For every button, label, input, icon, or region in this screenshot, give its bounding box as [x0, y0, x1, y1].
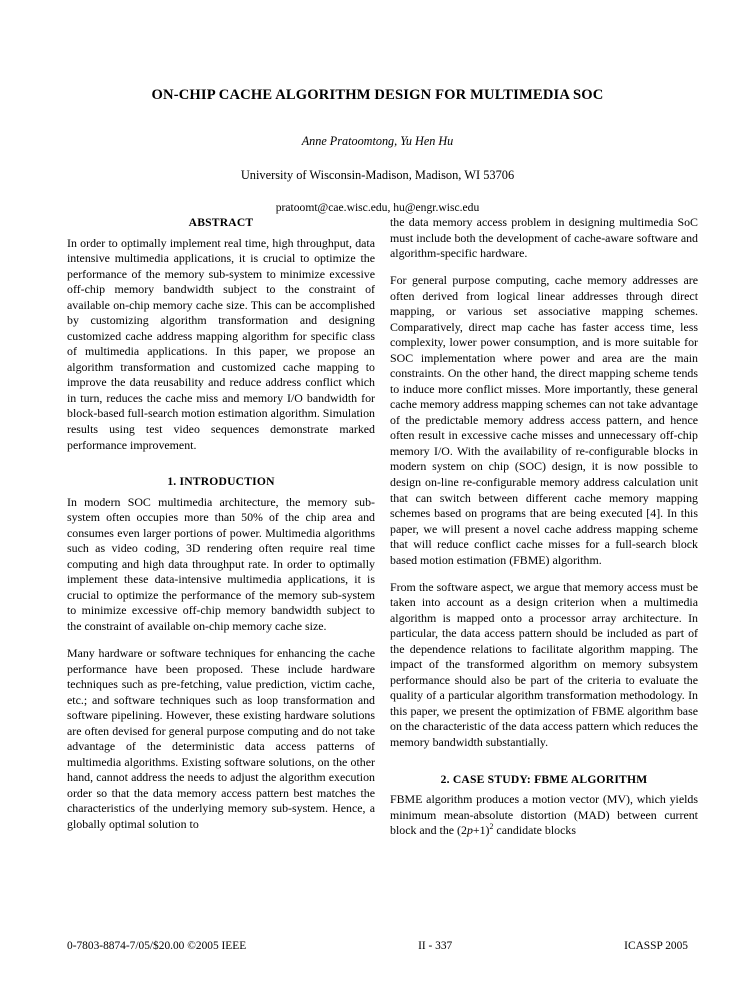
case-study-text-part-1: FBME algorithm produces a motion vector (MV), which yields minimum mean-absolute distortion (MAD) between current block and the: [390, 792, 698, 838]
page-footer: [67, 940, 688, 954]
right-column: [390, 215, 698, 839]
introduction-paragraph-2: Many hardware or software techniques for enhancing the cache performance have been proposed. These include hardware techniques such as pre-fetching, value prediction, victim cache, etc.; and software techniques such as loop transformation and software pipelining. However, these existing hardware solutions are often devised for general purpose computing and do not take advantage of the deterministic data access patterns of multimedia algorithms. Existing software solutions, on the other hand, cannot address the needs to adjust the algorithm execution order so that the data memory access pattern best matches the characteristics of the underlying memory sub-system. Hence, a globally optimal solution to: [67, 646, 375, 831]
footer-conference: ICASSP 2005: [624, 940, 688, 952]
introduction-paragraph-4: From the software aspect, we argue that memory access must be taken into account as a design criterion when a multimedia algorithm is mapped onto a processor array architecture. In particular, the data access pattern should be included as part of the dependence relations to facilitate algorithm mapping. The impact of the transformed algorithm on memory subsystem performance should also be part of the criteria to evaluate the quality of a particular algorithm transformation methodology. In this paper, we present the optimization of FBME algorithm base on the characteristic of the data access pattern which reduces the memory bandwidth substantially.: [390, 579, 698, 749]
case-study-text-part-2: candidate blocks: [493, 823, 576, 838]
author-list: Anne Pratoomtong, Yu Hen Hu: [301, 133, 454, 148]
footer-isbn: 0-7803-8874-7/05/$20.00 ©2005 IEEE: [67, 940, 247, 952]
introduction-paragraph-1: In modern SOC multimedia architecture, the memory sub-system often occupies more than 50% of the chip area and consumes even larger portions of power. Multimedia algorithms such as video coding, 3D rendering often require real time computing and high data throughput rate. In order to optimally implement these data-intensive multimedia applications, it is crucial to optimize the performance of the memory sub-system to minimize excessive off-chip memory bandwidth subject to the constraint of available on-chip memory cache size.: [67, 494, 375, 633]
title-block: [67, 86, 688, 215]
math-variable-p: p: [466, 823, 473, 838]
abstract-heading: ABSTRACT: [188, 216, 254, 229]
case-study-paragraph: [390, 792, 698, 839]
section-heading-introduction: 1. INTRODUCTION: [167, 475, 275, 489]
abstract-paragraph: In order to optimally implement real time, high throughput, data intensive multimedia applications, it is crucial to optimize the performance of the memory sub-system to minimize excessive off-chip memory bandwidth subject to the constraint of available on-chip memory cache size. This can be accomplished by customizing algorithm transformation and designing customized cache address mapping algorithm for specific class of multimedia applications. In this paper, we propose an algorithm transformation and customized cache mapping to improve the data reusability and reduce address conflict which in turn, reduces the cache miss and memory I/O bandwidth for block-based full-search motion estimation algorithm. Simulation results using test video sequences demonstrate marked performance improvement.: [67, 235, 375, 452]
left-column: [67, 215, 375, 832]
affiliation: University of Wisconsin-Madison, Madison, WI 53706: [240, 167, 515, 182]
section-heading-case-study: 2. CASE STUDY: FBME ALGORITHM: [440, 772, 648, 786]
continued-paragraph: the data memory access problem in designing multimedia SoC must include both the development of cache-aware software and algorithm-specific hardware.: [390, 215, 698, 261]
math-open-paren: (2: [457, 823, 467, 838]
math-exponent: 2: [489, 822, 494, 832]
page-title: ON-CHIP CACHE ALGORITHM DESIGN FOR MULTIMEDIA SOC: [151, 87, 604, 103]
author-emails: pratoomt@cae.wisc.edu, hu@engr.wisc.edu: [275, 200, 480, 214]
introduction-paragraph-3: For general purpose computing, cache memory addresses are often derived from logical linear addresses through direct mapping, or various set associative mapping schemes. Comparatively, direct map cache has faster access time, less complexity, lower power consumption, and is more suitable for SOC implementation where power and area are the main constraints. On the other hand, the direct mapping scheme tends to induce more conflict misses. More importantly, these general cache memory address mapping schemes can not take advantage of the predictable memory address access pattern, and hence often result in excessive cache misses and unnecessary off-chip memory I/O. With the availability of re-configurable blocks in modern system on chip (SOC) design, it is now possible to design on-line re-configurable memory address calculation unit that can switch between different cache memory mapping schemes based on programs that are being executed [4]. In this paper, we will present a novel cache address mapping scheme that will reduce conflict cache misses for a full-search block based motion estimation (FBME) algorithm.: [390, 273, 698, 567]
footer-page-number: II - 337: [418, 940, 453, 952]
math-expression: [457, 823, 493, 837]
math-close-paren: +1): [472, 823, 490, 838]
